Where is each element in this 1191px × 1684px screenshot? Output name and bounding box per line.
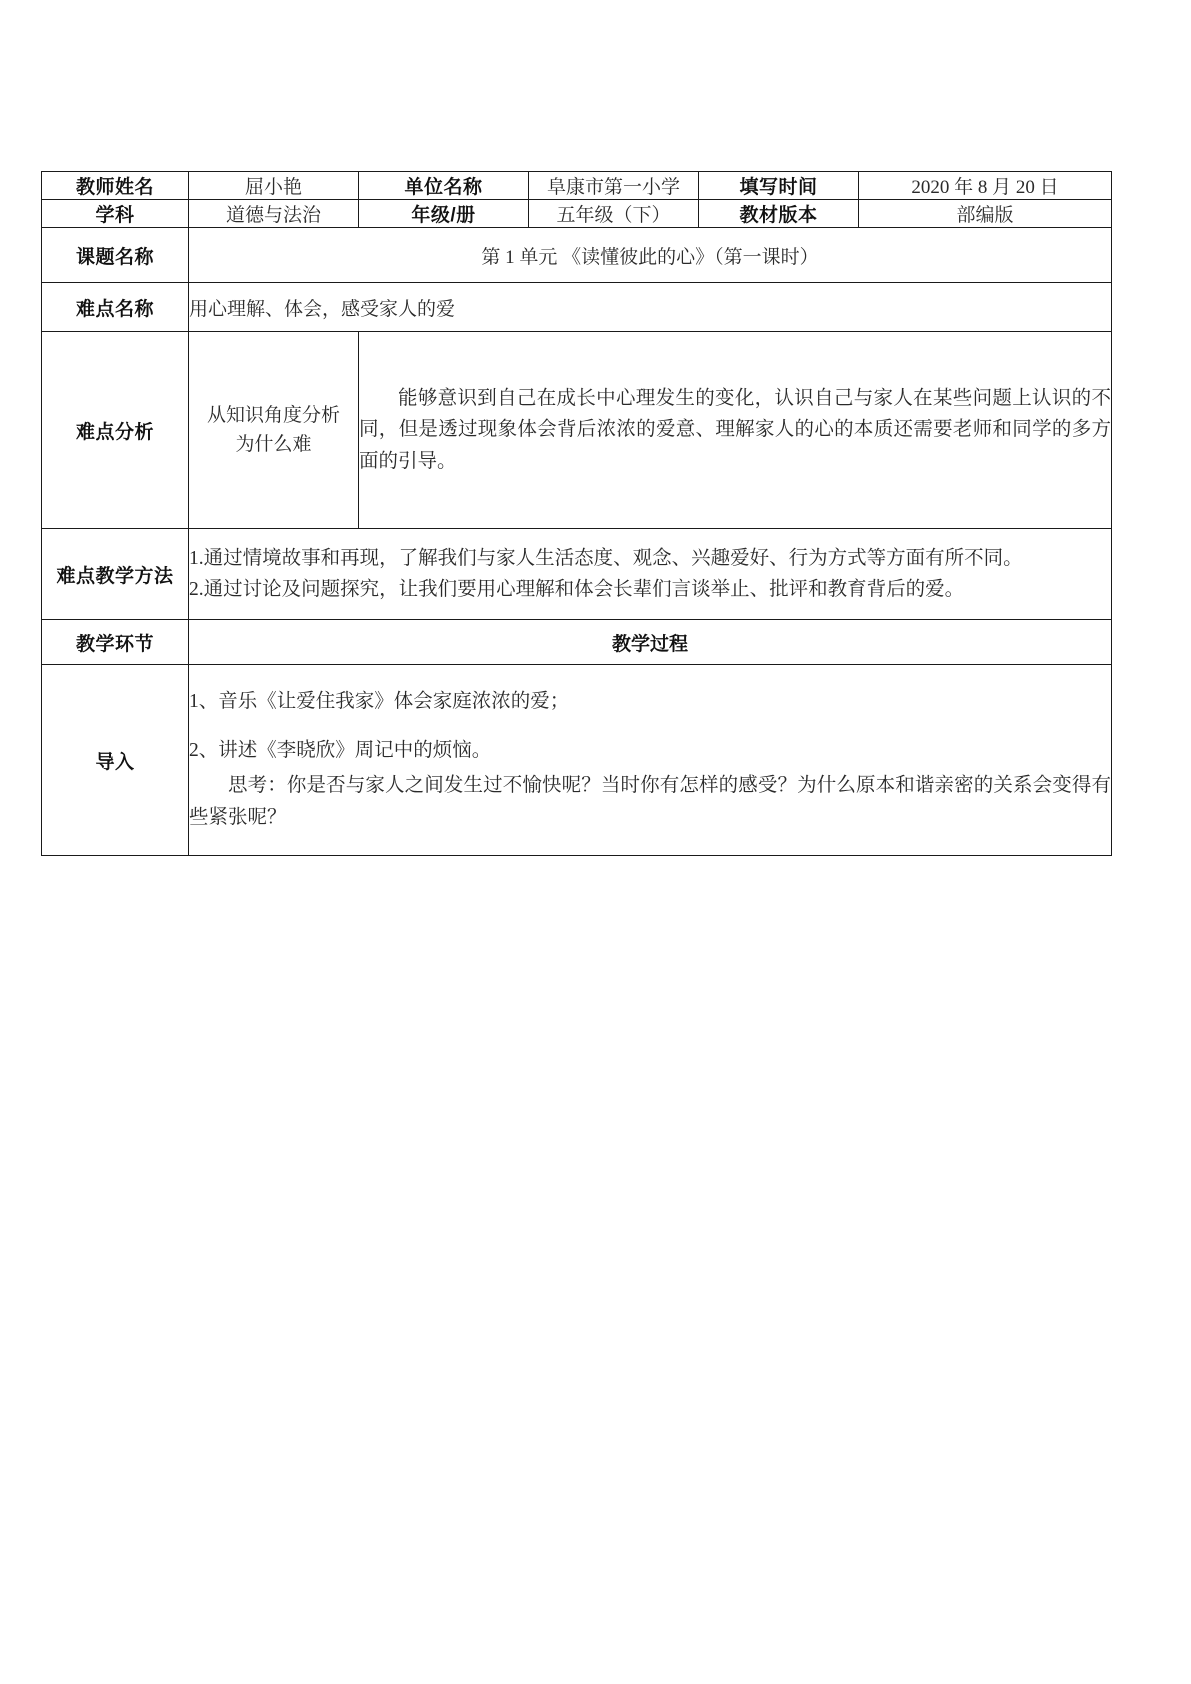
lesson-plan-table: [41, 171, 1112, 856]
subject-label: 学科: [42, 200, 189, 228]
teaching-method-label: 难点教学方法: [42, 529, 189, 620]
table-row-process-header: [42, 620, 1112, 665]
subject-value: 道德与法治: [189, 200, 359, 228]
topic-value: 第 1 单元 《读懂彼此的心》（第一课时）: [189, 228, 1112, 283]
teacher-name-value: 屈小艳: [189, 172, 359, 200]
teaching-method-item-1: 1.通过情境故事和再现，了解我们与家人生活态度、观念、兴趣爱好、行为方式等方面有所不同。: [189, 547, 1023, 569]
textbook-version-label: 教材版本: [699, 200, 859, 228]
table-row-subject-info: [42, 200, 1112, 228]
unit-name-value: 阜康市第一小学: [529, 172, 699, 200]
table-row-teaching-method: [42, 529, 1112, 620]
difficulty-name-label: 难点名称: [42, 283, 189, 332]
grade-label: 年级/册: [359, 200, 529, 228]
teaching-method-item-2: 2.通过讨论及问题探究，让我们要用心理解和体会长辈们言谈举止、批评和教育背后的爱。: [189, 579, 965, 600]
fill-time-value: 2020 年 8 月 20 日: [859, 172, 1112, 200]
table-row-difficulty-analysis: [42, 332, 1112, 529]
stage-label: 教学环节: [42, 620, 189, 665]
textbook-version-value: 部编版: [859, 200, 1112, 228]
intro-label: 导入: [42, 665, 189, 856]
intro-item-1: 1、音乐《让爱住我家》体会家庭浓浓的爱；: [189, 690, 570, 712]
topic-label: 课题名称: [42, 228, 189, 283]
fill-time-label: 填写时间: [699, 172, 859, 200]
table-row-teacher-info: [42, 172, 1112, 200]
difficulty-analysis-label: 难点分析: [42, 332, 189, 529]
teaching-method-content: [189, 529, 1112, 620]
grade-value: 五年级（下）: [529, 200, 699, 228]
difficulty-analysis-sublabel-line1: 从知识角度分析: [206, 404, 340, 426]
difficulty-analysis-sublabel-line2: 为什么难: [235, 434, 312, 455]
lesson-plan-sheet: [41, 171, 1111, 856]
process-label: 教学过程: [189, 620, 1112, 665]
table-row-intro: [42, 665, 1112, 856]
difficulty-analysis-sublabel: [189, 332, 359, 529]
table-row-topic: [42, 228, 1112, 283]
unit-name-label: 单位名称: [359, 172, 529, 200]
difficulty-analysis-text: 能够意识到自己在成长中心理发生的变化，认识自己与家人在某些问题上认识的不同，但是透过现象体会背后浓浓的爱意、理解家人的心的本质还需要老师和同学的多方面的引导。: [359, 332, 1112, 529]
difficulty-name-value: 用心理解、体会，感受家人的爱: [189, 283, 1112, 332]
intro-content: [189, 665, 1112, 856]
intro-item-2: 2、讲述《李晓欣》周记中的烦恼。: [189, 739, 492, 761]
intro-think-question: 思考：你是否与家人之间发生过不愉快呢？当时你有怎样的感受？为什么原本和谐亲密的关系会变得有些紧张呢？: [189, 775, 1111, 829]
table-row-difficulty-name: [42, 283, 1112, 332]
teacher-name-label: 教师姓名: [42, 172, 189, 200]
